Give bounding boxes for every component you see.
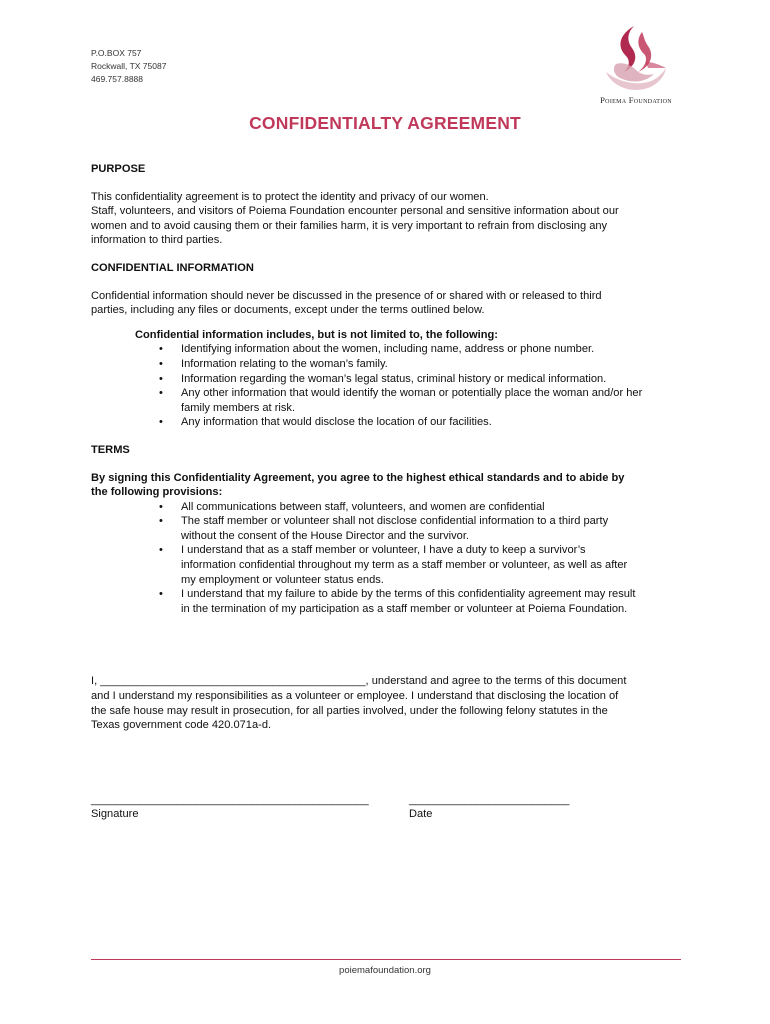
list-item: • All communications between staff, volunteers, and women are confidential — [159, 500, 545, 513]
confidential-line: parties, including any files or documents, except under the terms outlined below. — [91, 304, 485, 317]
signature-row — [91, 793, 691, 823]
purpose-line: information to third parties. — [91, 234, 223, 247]
logo-text: Poiema Foundation — [600, 95, 672, 105]
foundation-logo — [586, 22, 686, 108]
footer-url: poiemafoundation.org — [339, 965, 431, 976]
confidential-heading: CONFIDENTIAL INFORMATION — [91, 261, 254, 274]
address-line-po-box: P.O.BOX 757 — [91, 48, 142, 58]
flame-hands-logo-icon — [586, 22, 686, 94]
agreement-body — [91, 162, 691, 823]
list-item: • I understand that my failure to abide by the terms of this confidentiality agreement may result in the termination of my participation as a staff member or volunteer at Poiema Foundation. — [159, 588, 636, 615]
list-item: • Information relating to the woman’s family. — [159, 357, 388, 370]
purpose-line: women and to avoid causing them or their families harm, it is very important to refrain from disclosing any — [91, 219, 608, 232]
terms-heading: TERMS — [91, 443, 130, 456]
acknowledgment-line: the safe house may result in prosecution, for all parties involved, under the following felony statutes in the — [91, 704, 608, 717]
confidential-list — [91, 342, 691, 430]
list-item: • The staff member or volunteer shall not disclose confidential information to a third party without the consent of the House Director and the survivor. — [159, 515, 609, 542]
confidential-line: Confidential information should never be discussed in the presence of or shared with or released to third — [91, 289, 602, 302]
list-item: • Information regarding the woman’s legal status, criminal history or medical information. — [159, 372, 607, 385]
page-title: CONFIDENTIALTY AGREEMENT — [249, 113, 521, 133]
confidential-subheading: Confidential information includes, but is not limited to, the following: — [135, 328, 498, 341]
signature-line: _____________________________________________ — [91, 793, 369, 806]
list-item: • I understand that as a staff member or volunteer, I have a duty to keep a survivor’s information confidential throughout my term as a staff member or volunteer, as well as after my employment or volunteer status ends. — [159, 544, 628, 586]
acknowledgment-line: and I understand my responsibilities as a volunteer or employee. I understand that disclosing the location of — [91, 690, 619, 703]
terms-intro-line: the following provisions: — [91, 486, 223, 499]
list-item: • Any information that would disclose the location of our facilities. — [159, 416, 492, 429]
date-line: __________________________ — [409, 793, 570, 806]
terms-intro-line: By signing this Confidentiality Agreement, you agree to the highest ethical standards and to abide by — [91, 471, 625, 484]
acknowledgment-line: I, ___________________________________________, understand and agree to the terms of this document — [91, 675, 627, 688]
footer-divider — [91, 959, 681, 960]
date-label: Date — [409, 807, 433, 820]
address-block — [91, 47, 166, 86]
purpose-heading: PURPOSE — [91, 163, 146, 175]
terms-list — [91, 500, 691, 617]
list-item: • Identifying information about the women, including name, address or phone number. — [159, 343, 595, 356]
list-item: • Any other information that would identify the woman or potentially place the woman and/or her family members at risk. — [159, 387, 643, 414]
address-line-city: Rockwall, TX 75087 — [91, 61, 167, 71]
purpose-line: Staff, volunteers, and visitors of Poiema Foundation encounter personal and sensitive information about our — [91, 205, 619, 218]
purpose-line: This confidentiality agreement is to protect the identity and privacy of our women. — [91, 190, 489, 203]
signature-label: Signature — [91, 807, 139, 820]
address-line-phone: 469.757.8888 — [91, 74, 143, 84]
acknowledgment-line: Texas government code 420.071a-d. — [91, 719, 272, 732]
